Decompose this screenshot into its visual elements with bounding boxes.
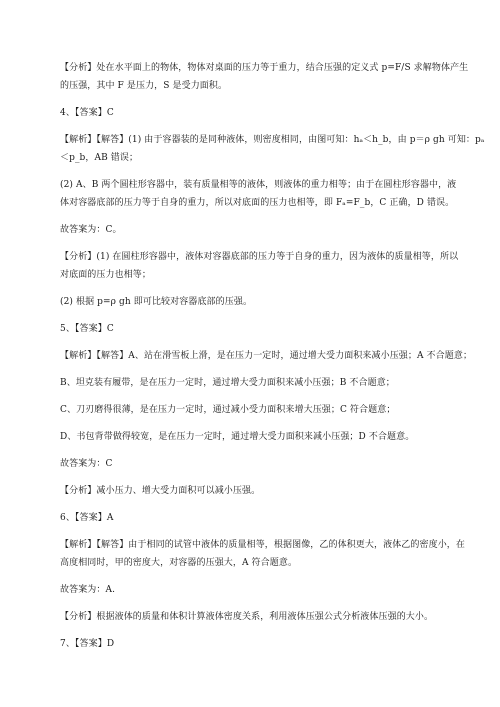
analysis-4-line-3: (2) 根据 p=ρ gh 即可比较对容器底部的压强。 <box>60 297 253 307</box>
solution-5-option-b: B、坦克装有履带，是在压力一定时，通过增大受力面积来减小压强；B 不合题意； <box>60 378 395 388</box>
solution-6-line-2: 高度相同时，甲的密度大，对容器的压强大，A 符合题意。 <box>60 558 298 568</box>
solution-6-line-1: 【解析】【解答】由于相同的试管中液体的质量相等，根据图像，乙的体积更大，液体乙的密度小，在 <box>60 540 466 550</box>
final-answer-5: 故答案为：C <box>60 459 113 469</box>
analysis-5: 【分析】减小压力、增大受力面积可以减小压强。 <box>60 486 261 496</box>
analysis-4-line-2: 对底面的压力也相等； <box>60 270 152 280</box>
final-answer-6: 故答案为：A. <box>60 585 116 595</box>
final-answer-4: 故答案为：C。 <box>60 225 122 235</box>
analysis-line-2: 的压强，其中 F 是压力，S 是受力面积。 <box>60 81 228 91</box>
answer-5: 5、【答案】C <box>60 324 114 334</box>
analysis-6: 【分析】根据液体的质量和体积计算液体密度关系，利用液体压强公式分析液体压强的大小。 <box>60 612 434 622</box>
solution-5-option-d: D、书包背带做得较宽，是在压力一定时，通过增大受力面积来减小压强；D 不合题意。 <box>60 432 415 442</box>
answer-6: 6、【答案】A <box>60 513 114 523</box>
answer-4: 4、【答案】C <box>60 108 114 118</box>
solution-4-line-4: 体对容器底部的压力等于自身的重力，所以对底面的压力也相等，即 Fₐ=F_b，C 正确，D 错误。 <box>60 198 455 208</box>
solution-5-option-c: C、刀刃磨得很薄，是在压力一定时，通过减小受力面积来增大压强；C 符合题意； <box>60 405 396 415</box>
solution-4-line-2: ＜p_b，AB 错误； <box>60 153 139 163</box>
solution-4-line-1: 【解析】【解答】(1) 由于容器装的是同种液体，则密度相同，由图可知：hₐ＜h_b，由 p＝ρ gh 可知：pₐ <box>60 135 485 145</box>
analysis-4-line-1: 【分析】(1) 在圆柱形容器中，液体对容器底部的压力等于自身的重力，因为液体的质量相等，所以 <box>60 252 459 262</box>
solution-5-option-a: 【解析】【解答】A、站在滑雪板上滑，是在压力一定时，通过增大受力面积来减小压强；A 不合题意； <box>60 351 473 361</box>
solution-4-line-3: (2) A、B 两个圆柱形容器中，装有质量相等的液体，则液体的重力相等；由于在圆柱形容器中，液 <box>60 180 457 190</box>
answer-7: 7、【答案】D <box>60 639 115 649</box>
analysis-line-1: 【分析】处在水平面上的物体，物体对桌面的压力等于重力，结合压强的定义式 p=F/S 求解物体产生 <box>60 63 469 73</box>
